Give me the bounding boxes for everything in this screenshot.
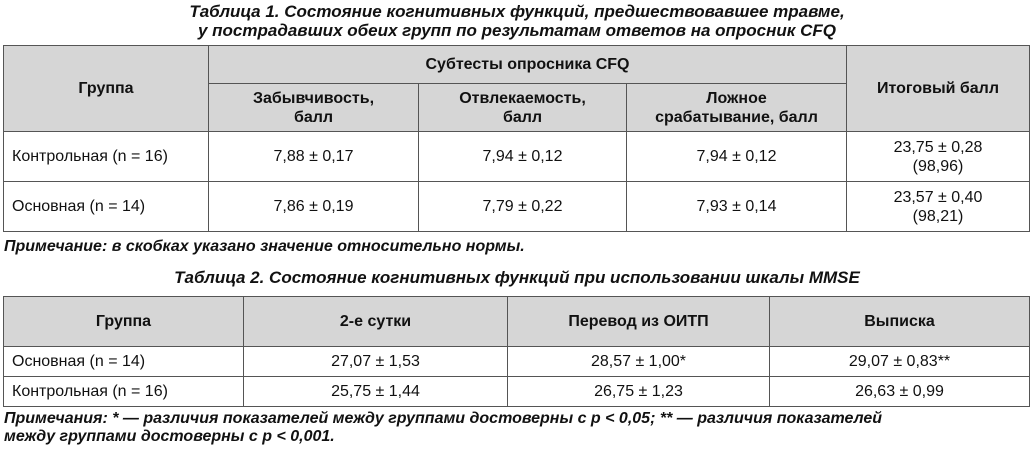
table1-caption-line2: у пострадавших обеих групп по результатам ответов на опросник CFQ (197, 21, 837, 40)
cell-false-trigger: 7,93 ± 0,14 (627, 182, 847, 232)
table2-note (4, 410, 1032, 446)
header-forgetfulness (209, 84, 419, 132)
cell-discharge: 26,63 ± 0,99 (770, 377, 1030, 407)
cell-total (847, 132, 1030, 182)
header-group: Группа (4, 46, 209, 132)
header-subtests: Субтесты опросника CFQ (209, 46, 847, 84)
header-group: Группа (4, 297, 244, 347)
header-false-trigger-line2: срабатывание, балл (655, 108, 818, 126)
cell-day2: 25,75 ± 1,44 (244, 377, 508, 407)
table2-note-line2: между группами достоверны с p < 0,001. (4, 428, 335, 445)
table2-note-line1: Примечания: * — различия показателей между группами достоверны с p < 0,05; ** — различия показателей (4, 410, 883, 427)
cell-forgetfulness: 7,86 ± 0,19 (209, 182, 419, 232)
cell-forgetfulness: 7,88 ± 0,17 (209, 132, 419, 182)
header-forgetfulness-line1: Забывчивость, (252, 89, 375, 107)
table1 (3, 45, 1030, 232)
cell-day2: 27,07 ± 1,53 (244, 347, 508, 377)
table-row (4, 182, 1030, 232)
cell-false-trigger: 7,94 ± 0,12 (627, 132, 847, 182)
cell-total-value: 23,75 ± 0,28 (893, 138, 983, 156)
row-group: Контрольная (n = 16) (4, 377, 244, 407)
table-row (4, 347, 1030, 377)
header-transfer: Перевод из ОИТП (508, 297, 770, 347)
cell-total-value: 23,57 ± 0,40 (893, 188, 983, 206)
header-distractibility (419, 84, 627, 132)
header-day2: 2-е сутки (244, 297, 508, 347)
header-distractibility-line1: Отвлекаемость, (459, 89, 586, 107)
row-group: Контрольная (n = 16) (4, 132, 209, 182)
table-row (4, 377, 1030, 407)
table2-caption: Таблица 2. Состояние когнитивных функций при использовании шкалы MMSE (174, 268, 860, 287)
cell-distractibility: 7,94 ± 0,12 (419, 132, 627, 182)
table1-caption-line1: Таблица 1. Состояние когнитивных функций, предшествовавшее травме, (189, 2, 845, 21)
cell-total-percent: (98,96) (912, 157, 964, 175)
cell-discharge: 29,07 ± 0,83** (770, 347, 1030, 377)
header-false-trigger (627, 84, 847, 132)
row-group: Основная (n = 14) (4, 182, 209, 232)
table2 (3, 296, 1030, 407)
table1-note: Примечание: в скобках указано значение относительно нормы. (4, 238, 525, 255)
table1-caption (0, 2, 1034, 40)
header-distractibility-line2: балл (502, 108, 543, 126)
cell-total-percent: (98,21) (912, 207, 964, 225)
header-total: Итоговый балл (847, 46, 1030, 132)
header-false-trigger-line1: Ложное (706, 89, 767, 107)
row-group: Основная (n = 14) (4, 347, 244, 377)
table-row (4, 132, 1030, 182)
header-discharge: Выписка (770, 297, 1030, 347)
cell-transfer: 28,57 ± 1,00* (508, 347, 770, 377)
header-forgetfulness-line2: балл (293, 108, 334, 126)
cell-distractibility: 7,79 ± 0,22 (419, 182, 627, 232)
cell-transfer: 26,75 ± 1,23 (508, 377, 770, 407)
cell-total (847, 182, 1030, 232)
